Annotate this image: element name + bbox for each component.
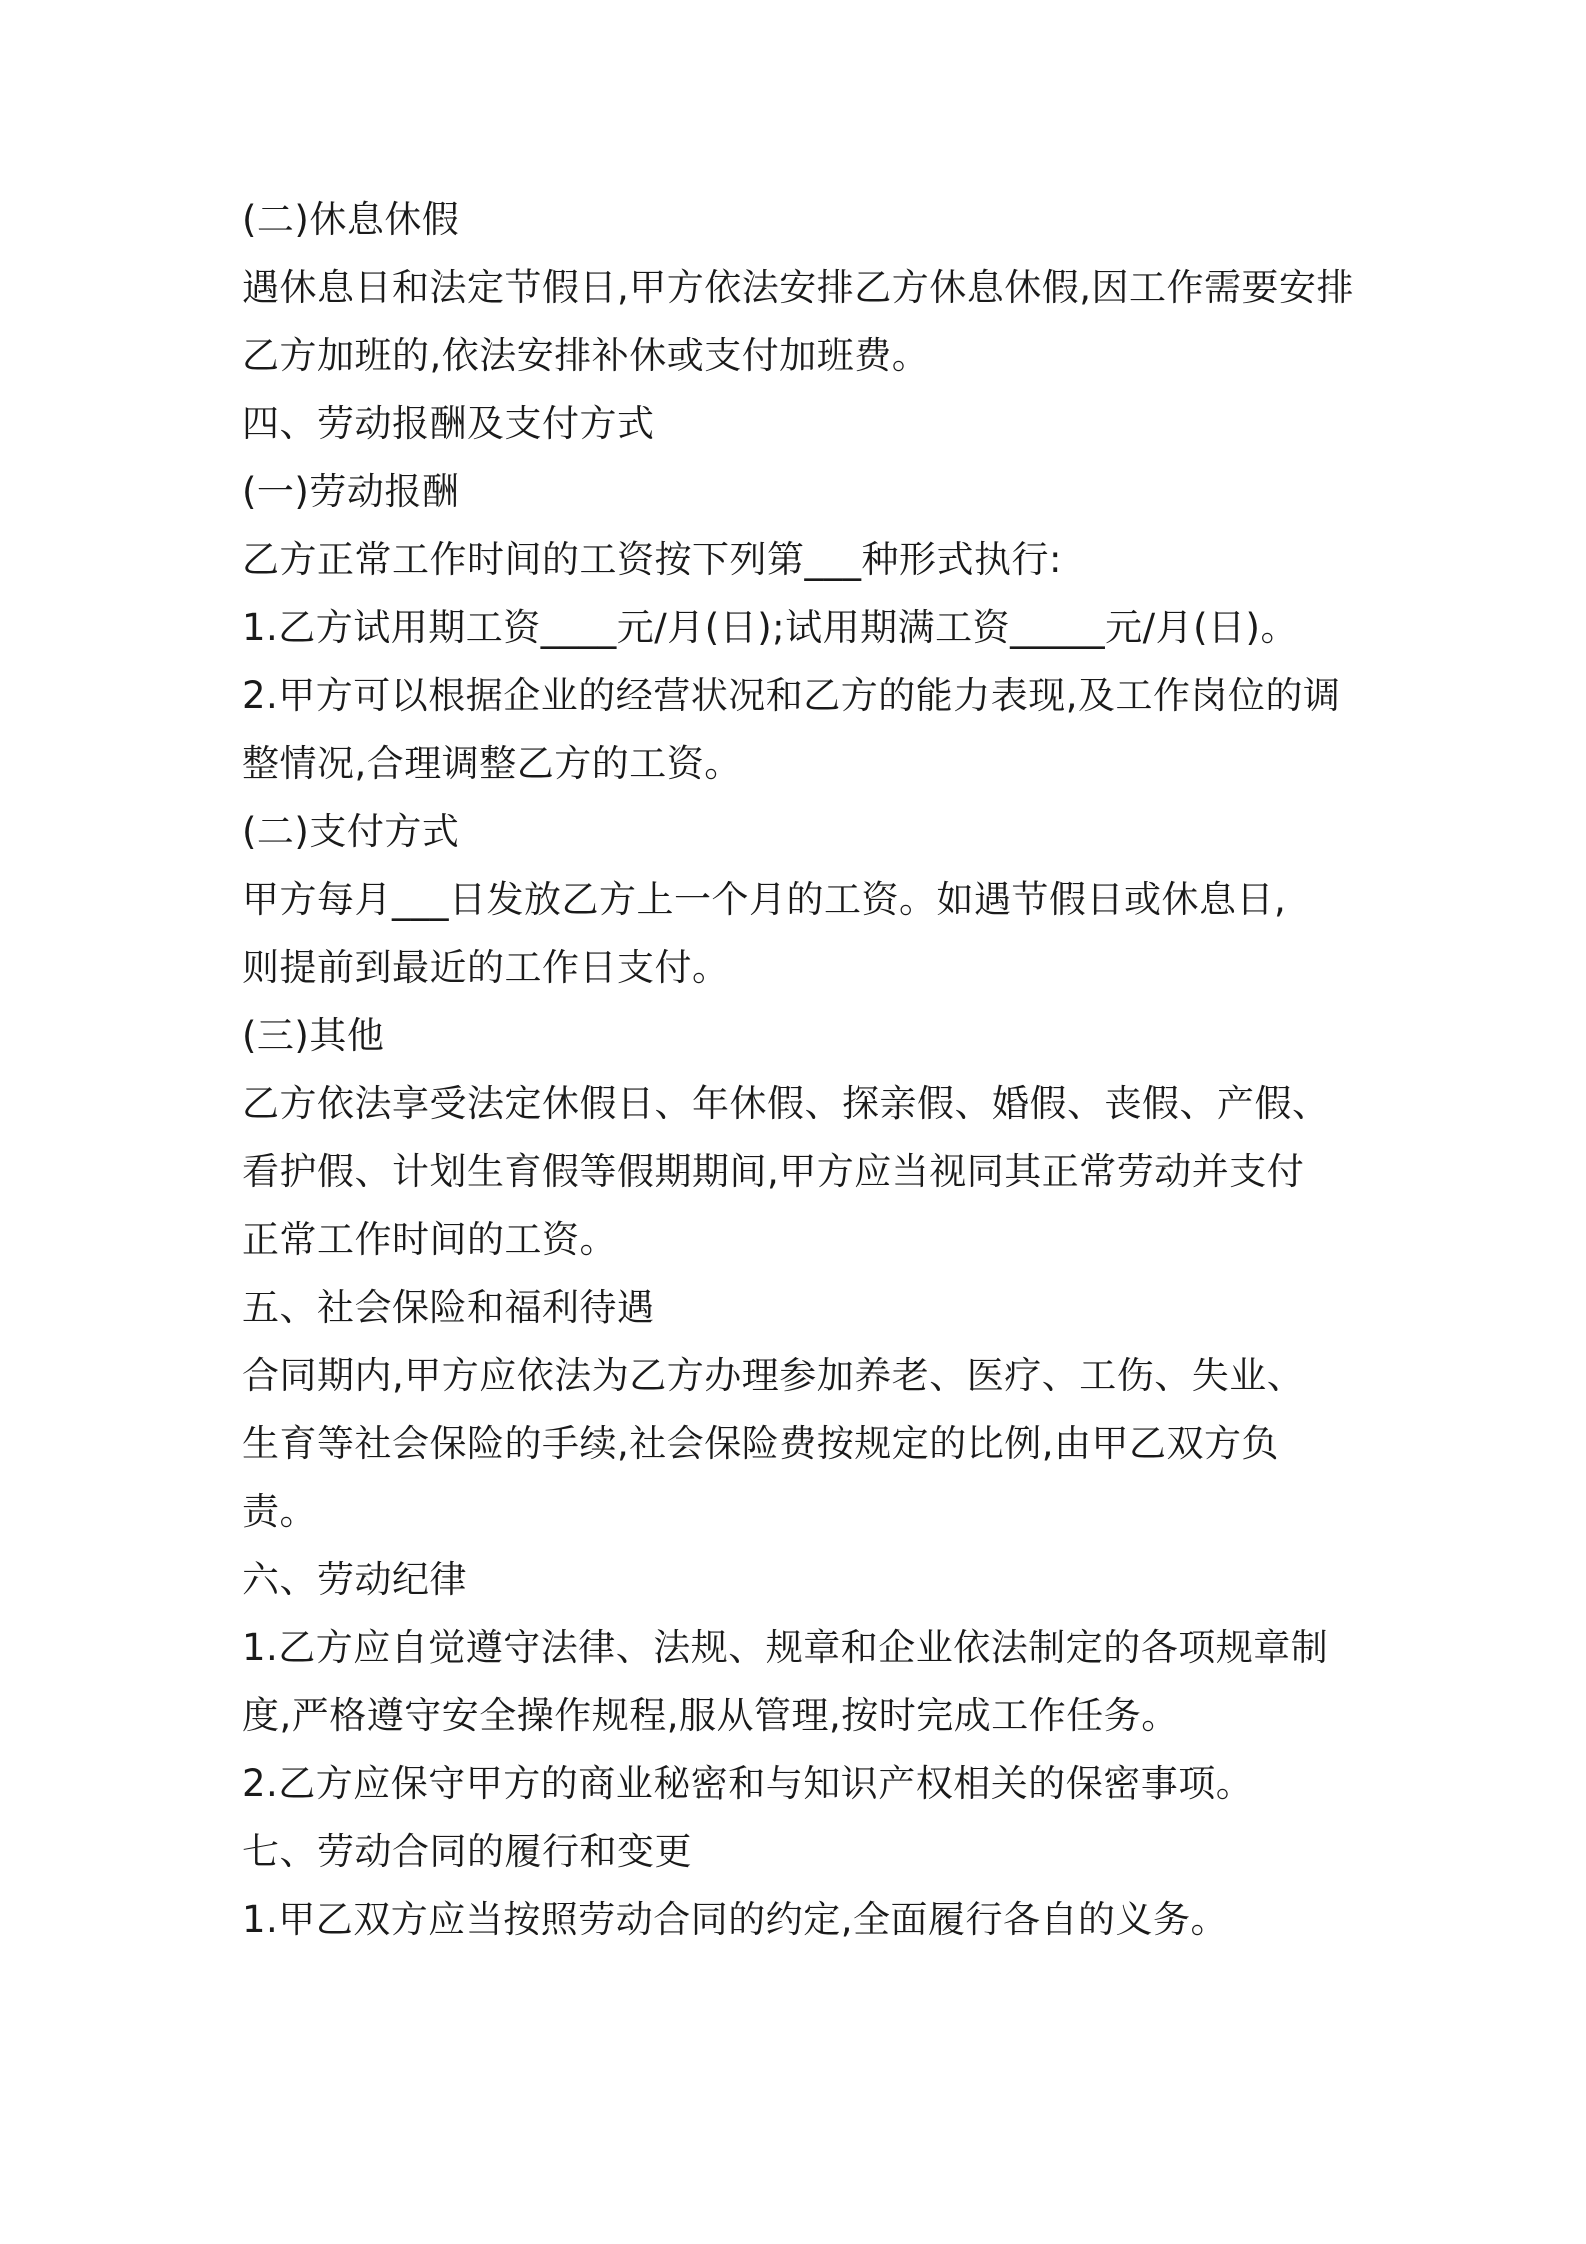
section-heading-remuneration: (一)劳动报酬 <box>242 470 460 513</box>
paragraph-line: 乙方正常工作时间的工资按下列第___种形式执行: <box>242 538 1062 581</box>
paragraph-line: 整情况,合理调整乙方的工资。 <box>242 742 742 785</box>
chapter-heading-social-insurance: 五、社会保险和福利待遇 <box>242 1286 655 1329</box>
paragraph-line: 1.甲乙双方应当按照劳动合同的约定,全面履行各自的义务。 <box>242 1898 1229 1941</box>
paragraph-line: 合同期内,甲方应依法为乙方办理参加养老、医疗、工伤、失业、 <box>242 1354 1305 1397</box>
paragraph-line: 度,严格遵守安全操作规程,服从管理,按时完成工作任务。 <box>242 1694 1179 1737</box>
paragraph-line: 乙方加班的,依法安排补休或支付加班费。 <box>242 334 930 377</box>
section-heading-rest-and-leave: (二)休息休假 <box>242 198 460 241</box>
paragraph-line: 责。 <box>242 1490 317 1533</box>
paragraph-line: 乙方依法享受法定休假日、年休假、探亲假、婚假、丧假、产假、 <box>242 1082 1330 1125</box>
document-body <box>242 186 1362 1954</box>
chapter-heading-remuneration: 四、劳动报酬及支付方式 <box>242 402 655 445</box>
paragraph-line: 生育等社会保险的手续,社会保险费按规定的比例,由甲乙双方负 <box>242 1422 1280 1465</box>
paragraph-line: 正常工作时间的工资。 <box>242 1218 617 1261</box>
section-heading-payment-method: (二)支付方式 <box>242 810 460 853</box>
section-heading-other: (三)其他 <box>242 1014 385 1057</box>
paragraph-line: 遇休息日和法定节假日,甲方依法安排乙方休息休假,因工作需要安排 <box>242 266 1355 309</box>
paragraph-line: 1.乙方应自觉遵守法律、法规、规章和企业依法制定的各项规章制 <box>242 1626 1329 1669</box>
paragraph-line: 甲方每月___日发放乙方上一个月的工资。如遇节假日或休息日, <box>242 878 1287 921</box>
paragraph-line: 2.甲方可以根据企业的经营状况和乙方的能力表现,及工作岗位的调 <box>242 674 1341 717</box>
paragraph-line: 1.乙方试用期工资____元/月(日);试用期满工资_____元/月(日)。 <box>242 606 1298 649</box>
paragraph-line: 2.乙方应保守甲方的商业秘密和与知识产权相关的保密事项。 <box>242 1762 1254 1805</box>
chapter-heading-contract-performance: 七、劳动合同的履行和变更 <box>242 1830 692 1873</box>
chapter-heading-labor-discipline: 六、劳动纪律 <box>242 1558 467 1601</box>
paragraph-line: 则提前到最近的工作日支付。 <box>242 946 730 989</box>
paragraph-line: 看护假、计划生育假等假期期间,甲方应当视同其正常劳动并支付 <box>242 1150 1305 1193</box>
